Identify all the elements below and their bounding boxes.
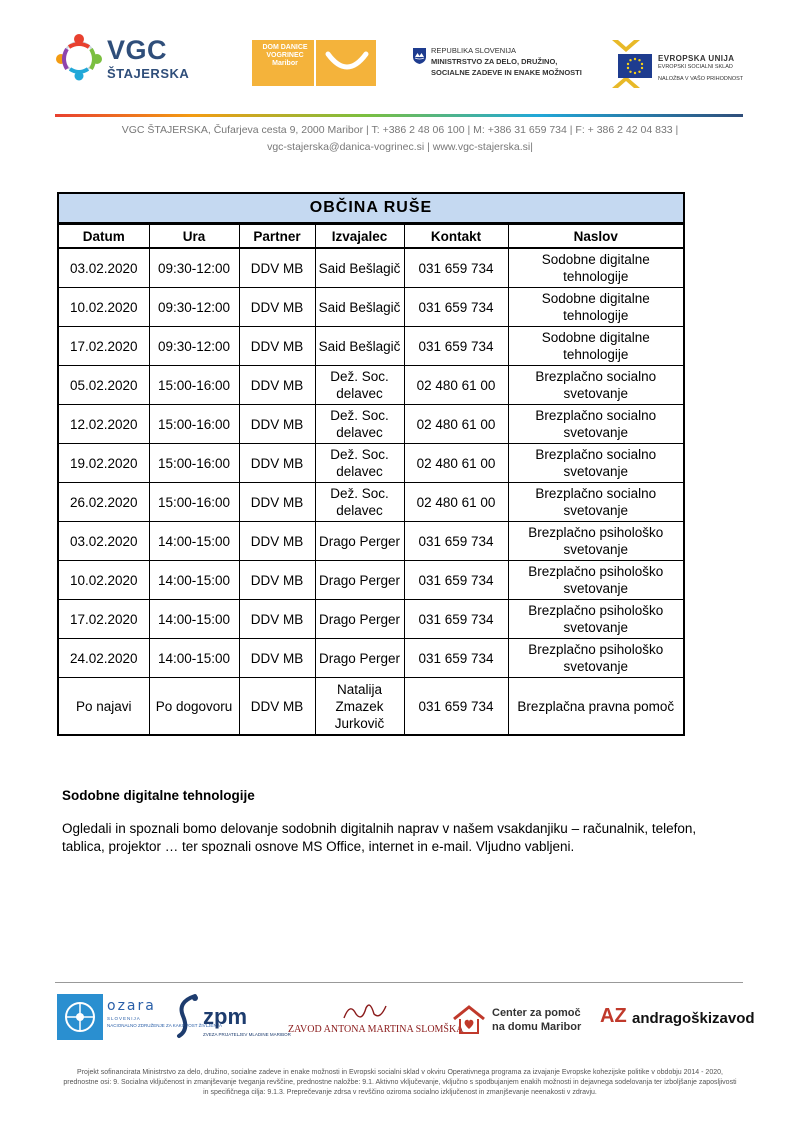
cell-izvajalec: Said Bešlagič [315,327,404,366]
cell-ura: 09:30-12:00 [149,327,239,366]
column-header-ura: Ura [149,225,239,249]
vgc-logo-subtext: ŠTAJERSKA [107,66,190,81]
column-header-datum: Datum [59,225,149,249]
cell-izvajalec: Drago Perger [315,600,404,639]
table-title: OBČINA RUŠE [59,194,683,224]
cell-partner: DDV MB [239,327,315,366]
column-header-izvajalec: Izvajalec [315,225,404,249]
cell-kontakt: 031 659 734 [404,288,508,327]
table-row [59,405,683,444]
cell-partner: DDV MB [239,366,315,405]
cell-kontakt: 02 480 61 00 [404,483,508,522]
slomsek-signature-icon [340,1000,390,1022]
center-za-pomoc-logo [450,1003,590,1039]
cell-naslov: Brezplačno socialno svetovanje [508,483,683,522]
table-row [59,678,683,735]
ministry-logo-line3: SOCIALNE ZADEVE IN ENAKE MOŽNOSTI [431,68,582,77]
ministry-logo-line2: MINISTRSTVO ZA DELO, DRUŽINO, [431,57,558,66]
cell-izvajalec: Natalija Zmazek Jurkovič [315,678,404,735]
cell-kontakt: 02 480 61 00 [404,366,508,405]
cell-naslov: Brezplačno psihološko svetovanje [508,639,683,678]
cell-datum: 17.02.2020 [59,600,149,639]
column-header-partner: Partner [239,225,315,249]
ozara-sub1: SLOVENIJA [107,1016,141,1021]
column-header-kontakt: Kontakt [404,225,508,249]
cell-ura: Po dogovoru [149,678,239,735]
zpm-name: zpm [203,1004,247,1029]
slomsek-logo [288,1000,464,1040]
cell-datum: 12.02.2020 [59,405,149,444]
cell-ura: 15:00-16:00 [149,405,239,444]
cell-datum: 19.02.2020 [59,444,149,483]
cell-ura: 14:00-15:00 [149,561,239,600]
cell-kontakt: 02 480 61 00 [404,405,508,444]
vgc-people-circle-icon [55,33,103,81]
cell-datum: 03.02.2020 [59,248,149,288]
zpm-swirl-icon [175,992,203,1040]
dom-logo-divider [314,40,316,86]
description-text: Ogledali in spoznali bomo delovanje sodobnih digitalnih naprav v našem vsakdanjiku – računalnik, telefon, tablica, projektor … ter spoznali osnove MS Office, internet in e-mail. Vljudno vabljeni. [62,821,697,854]
vgc-stajerska-logo [55,33,190,85]
schedule-grid [59,224,683,734]
cell-izvajalec: Drago Perger [315,639,404,678]
cell-ura: 15:00-16:00 [149,366,239,405]
cell-kontakt: 031 659 734 [404,248,508,288]
cell-izvajalec: Dež. Soc. delavec [315,444,404,483]
ministry-logo [413,46,603,86]
dom-logo-text: DOM DANICE VOGRINEC Maribor [262,44,308,67]
schedule-table [57,192,685,736]
vgc-logo-text: VGC [107,35,168,65]
header-gradient-divider [55,114,743,117]
cell-partner: DDV MB [239,522,315,561]
cell-datum: 03.02.2020 [59,522,149,561]
cell-partner: DDV MB [239,288,315,327]
cell-kontakt: 031 659 734 [404,561,508,600]
cell-ura: 09:30-12:00 [149,248,239,288]
cell-naslov: Brezplačno psihološko svetovanje [508,561,683,600]
table-row [59,522,683,561]
table-header-row [59,225,683,249]
cell-partner: DDV MB [239,444,315,483]
table-row [59,444,683,483]
cell-kontakt: 031 659 734 [404,678,508,735]
table-row [59,366,683,405]
cell-ura: 14:00-15:00 [149,522,239,561]
cell-kontakt: 031 659 734 [404,639,508,678]
cell-datum: Po najavi [59,678,149,735]
home-care-icon [450,1003,488,1037]
smile-curve-icon [322,46,372,78]
table-row [59,561,683,600]
description-heading: Sodobne digitalne tehnologije [62,788,255,803]
center-line1: Center za pomoč [492,1007,581,1019]
contact-web-line: vgc-stajerska@danica-vogrinec.si | www.vgc-stajerska.si| [267,141,533,153]
cell-naslov: Brezplačno socialno svetovanje [508,444,683,483]
cell-naslov: Sodobne digitalne tehnologije [508,327,683,366]
footer-divider [55,982,743,983]
az-name-a: andragoški [632,1010,713,1027]
cell-partner: DDV MB [239,639,315,678]
cell-izvajalec: Dež. Soc. delavec [315,405,404,444]
eu-logo-line1: EVROPSKA UNIJA [658,54,735,63]
cell-partner: DDV MB [239,405,315,444]
cell-partner: DDV MB [239,483,315,522]
cell-izvajalec: Dež. Soc. delavec [315,483,404,522]
andragoski-zavod-logo [600,1005,755,1033]
center-line2: na domu Maribor [492,1021,582,1033]
az-name [632,1010,755,1027]
cell-ura: 15:00-16:00 [149,444,239,483]
contact-address-line: VGC ŠTAJERSKA, Čufarjeva cesta 9, 2000 Maribor | T: +386 2 48 06 100 | M: +386 31 659 734 | F: + 386 2 42 04 833 | [121,124,679,136]
ozara-logo [57,994,222,1040]
cell-datum: 17.02.2020 [59,327,149,366]
zpm-logo [175,992,291,1042]
cell-partner: DDV MB [239,678,315,735]
eu-flag-icon [618,54,652,78]
cell-datum: 24.02.2020 [59,639,149,678]
dom-danice-vogrinec-logo [252,40,376,86]
ozara-sub2: NACIONALNO ZDRUŽENJE ZA KAKOVOST ŽIVLJENJA [107,1023,222,1028]
eu-esf-logo [612,40,752,88]
zpm-sub: ZVEZA PRIJATELJEV MLADINE MARIBOR [203,1032,291,1037]
cell-ura: 14:00-15:00 [149,639,239,678]
table-row [59,327,683,366]
cell-kontakt: 02 480 61 00 [404,444,508,483]
column-header-naslov: Naslov [508,225,683,249]
cell-partner: DDV MB [239,600,315,639]
cell-naslov: Brezplačno psihološko svetovanje [508,600,683,639]
table-row [59,639,683,678]
cell-kontakt: 031 659 734 [404,600,508,639]
cell-naslov: Brezplačno psihološko svetovanje [508,522,683,561]
az-name-b: zavod [712,1010,755,1027]
cell-kontakt: 031 659 734 [404,522,508,561]
cell-naslov: Brezplačno socialno svetovanje [508,366,683,405]
cell-ura: 09:30-12:00 [149,288,239,327]
table-row [59,288,683,327]
cell-partner: DDV MB [239,248,315,288]
cell-datum: 10.02.2020 [59,288,149,327]
table-row [59,483,683,522]
cell-naslov: Brezplačna pravna pomoč [508,678,683,735]
eu-logo-line3: NALOŽBA V VAŠO PRIHODNOST [658,76,744,82]
cell-kontakt: 031 659 734 [404,327,508,366]
table-row [59,600,683,639]
footer-legal-text: Projekt sofinancirata Ministrstvo za delo, družino, socialne zadeve in enake možnosti in Evropski socialni sklad v okviru Operativnega programa za izvajanje Evropske kohezijske politike v obdobju 2014 - 2020, prednostne osi: 9. Socialna vključenost in zmanjševanje tveganja revščine, prednostne naložbe: 9.1. Aktivno vključevanje, vključno s spodbujanjem enakih možnosti in dejavnega sodelovanja ter izboljšanje zaposljivosti in specifičnega cilja: 9.1.3. Preprečevanje zdrsa v revščino oziroma socialno izključenost in zmanjševanje neenakosti v zdravju. [63,1069,737,1096]
az-mark: AZ [600,1005,627,1027]
slomsek-name: ZAVOD ANTONA MARTINA SLOMŠKA [288,1024,464,1035]
cell-izvajalec: Dež. Soc. delavec [315,366,404,405]
cell-naslov: Sodobne digitalne tehnologije [508,248,683,288]
cell-ura: 14:00-15:00 [149,600,239,639]
cell-izvajalec: Drago Perger [315,522,404,561]
cell-izvajalec: Drago Perger [315,561,404,600]
cell-datum: 10.02.2020 [59,561,149,600]
cell-naslov: Brezplačno socialno svetovanje [508,405,683,444]
cell-izvajalec: Said Bešlagič [315,288,404,327]
ozara-mark-icon [57,994,103,1040]
cell-naslov: Sodobne digitalne tehnologije [508,288,683,327]
eu-logo-line2: EVROPSKI SOCIALNI SKLAD [658,64,733,70]
ministry-logo-line1: REPUBLIKA SLOVENIJA [431,46,517,55]
cell-datum: 05.02.2020 [59,366,149,405]
cell-datum: 26.02.2020 [59,483,149,522]
slovenia-crest-icon [413,48,426,64]
cell-izvajalec: Said Bešlagič [315,248,404,288]
table-row [59,248,683,288]
cell-ura: 15:00-16:00 [149,483,239,522]
ozara-name: ozara [107,998,156,1014]
cell-partner: DDV MB [239,561,315,600]
